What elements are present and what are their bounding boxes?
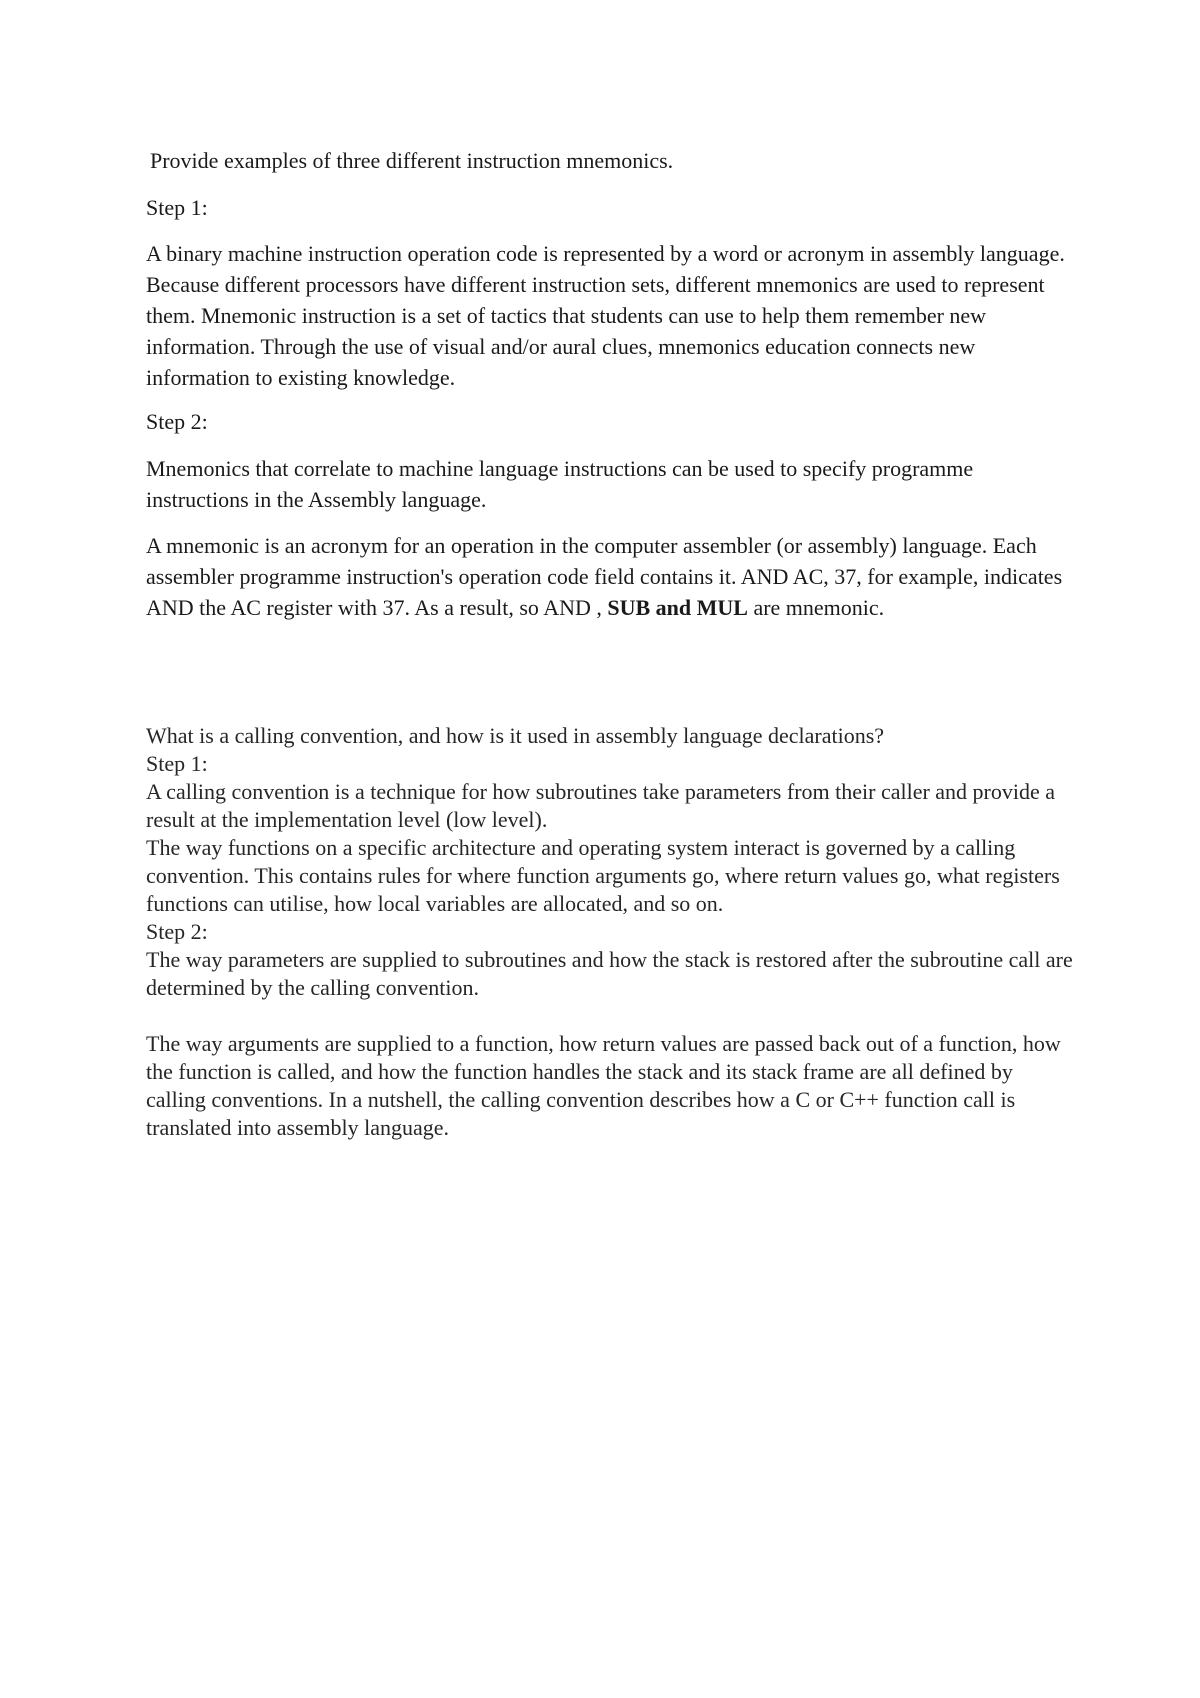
step2-bold-mnemonics: SUB and MUL [607,595,748,620]
step1-label: Step 1: [146,195,208,220]
step2-label: Step 2: [146,919,208,944]
step2-paragraph-2-text: A mnemonic is an acronym for an operation in the computer assembler (or assembly) language. Each assembler programme instruction's operation code field contains it. AND AC, 37, for example, indicates AND the AC register with 37. As a result, so AND , [146,533,1063,620]
question-mnemonics: Provide examples of three different instruction mnemonics. [150,148,674,173]
step1-label: Step 1: [146,751,208,776]
step2-label: Step 2: [146,409,208,434]
calling-convention-body [146,750,1076,1142]
step1-paragraph: A calling convention is a technique for how subroutines take parameters from their caller and provide a result at the implementation level (low level). [146,779,1056,832]
step1-paragraph-2: The way functions on a specific architecture and operating system interact is governed by a calling convention. This contains rules for where function arguments go, where return values go, what registers functions can utilise, how local variables are allocated, and so on. [146,835,1060,916]
step2-paragraph: The way parameters are supplied to subroutines and how the stack is restored after the subroutine call are determined by the calling convention. [146,947,1073,1000]
step2-paragraph-2: The way arguments are supplied to a function, how return values are passed back out of a function, how the function is called, and how the function handles the stack and its stack frame are all defined by calling conventions. In a nutshell, the calling convention describes how a C or C++ function call is translated into assembly language. [146,1031,1061,1140]
step2-paragraph-2 [146,530,1076,623]
step2-paragraph-2-end: are mnemonic. [747,595,885,620]
question-calling-convention: What is a calling convention, and how is it used in assembly language declarations? [146,723,885,748]
step2-paragraph: Mnemonics that correlate to machine language instructions can be used to specify programme instructions in the Assembly language. [146,456,974,512]
step1-paragraph: A binary machine instruction operation code is represented by a word or acronym in assembly language. Because different processors have different instruction sets, different mnemonics are used to represent them. Mnemonic instruction is a set of tactics that students can use to help them remember new information. Through the use of visual and/or aural clues, mnemonics education connects new information to existing knowledge. [146,241,1065,390]
